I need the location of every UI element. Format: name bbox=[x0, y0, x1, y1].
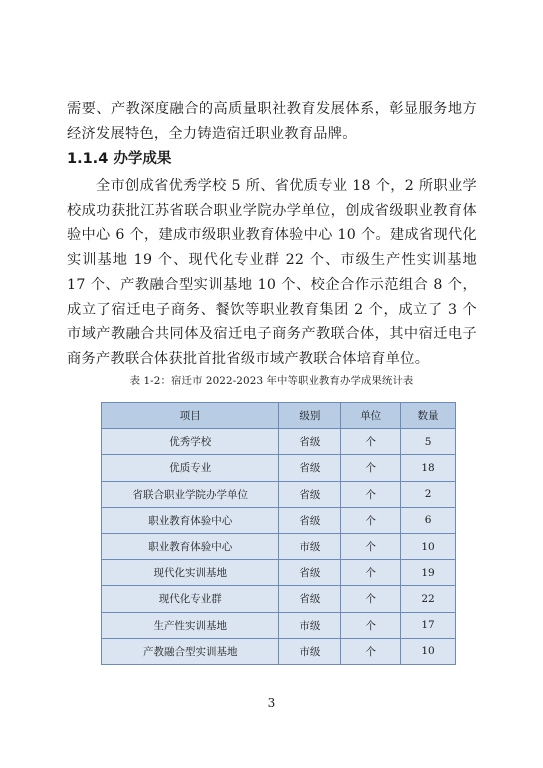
cell-level: 市级 bbox=[279, 612, 341, 638]
cell-count: 17 bbox=[401, 612, 456, 638]
cell-item: 生产性实训基地 bbox=[102, 612, 279, 638]
cell-level: 市级 bbox=[279, 533, 341, 559]
cell-unit: 个 bbox=[341, 560, 401, 586]
cell-item: 职业教育体验中心 bbox=[102, 533, 279, 559]
cell-item: 优秀学校 bbox=[102, 429, 279, 455]
section-heading: 1.1.4 办学成果 bbox=[67, 151, 172, 167]
header-item: 项目 bbox=[102, 403, 279, 429]
table-row bbox=[102, 429, 456, 455]
main-paragraph: 全市创成省优秀学校 5 所、省优质专业 18 个，2 所职业学校成功获批江苏省联合职业学院办学单位，创成省级职业教育体验中心 6 个，建成市级职业教育体验中心 10 个。建成省现代化实训基地 19 个、现代化专业群 22 个、市级生产性实训基地 17 个、产教融合型实训基地 10 个、校企合作示范组合 8 个，成立了宿迁电子商务、餐饮等职业教育集团 2 个，成立了 3 个市域产教融合共同体及宿迁电子商务产教联合体，其中宿迁电子商务产教联合体获批首批省级市域产教联合体培育单位。 bbox=[67, 178, 477, 367]
cell-unit: 个 bbox=[341, 533, 401, 559]
cell-count: 2 bbox=[401, 481, 456, 507]
results-table bbox=[101, 402, 456, 665]
header-level: 级别 bbox=[279, 403, 341, 429]
header-count: 数量 bbox=[401, 403, 456, 429]
table-row bbox=[102, 533, 456, 559]
cell-count: 18 bbox=[401, 455, 456, 481]
cell-level: 市级 bbox=[279, 638, 341, 664]
table-row bbox=[102, 560, 456, 586]
cell-level: 省级 bbox=[279, 481, 341, 507]
header-unit: 单位 bbox=[341, 403, 401, 429]
cell-unit: 个 bbox=[341, 507, 401, 533]
cell-unit: 个 bbox=[341, 586, 401, 612]
table-row bbox=[102, 455, 456, 481]
cell-item: 优质专业 bbox=[102, 455, 279, 481]
continuation-paragraph: 需要、产教深度融合的高质量职社教育发展体系，彰显服务地方经济发展特色，全力铸造宿迁职业教育品牌。 bbox=[67, 101, 477, 142]
table-row bbox=[102, 507, 456, 533]
table-row bbox=[102, 612, 456, 638]
cell-unit: 个 bbox=[341, 612, 401, 638]
page-number: 3 bbox=[267, 696, 276, 710]
cell-unit: 个 bbox=[341, 481, 401, 507]
cell-count: 19 bbox=[401, 560, 456, 586]
cell-unit: 个 bbox=[341, 429, 401, 455]
cell-item: 现代化专业群 bbox=[102, 586, 279, 612]
cell-level: 省级 bbox=[279, 455, 341, 481]
cell-count: 5 bbox=[401, 429, 456, 455]
table-row bbox=[102, 481, 456, 507]
cell-item: 省联合职业学院办学单位 bbox=[102, 481, 279, 507]
cell-unit: 个 bbox=[341, 638, 401, 664]
table-body bbox=[102, 429, 456, 665]
cell-count: 10 bbox=[401, 533, 456, 559]
table-row bbox=[102, 638, 456, 664]
table-row bbox=[102, 586, 456, 612]
cell-unit: 个 bbox=[341, 455, 401, 481]
table-caption: 表 1-2：宿迁市 2022-2023 年中等职业教育办学成果统计表 bbox=[129, 375, 414, 387]
cell-level: 省级 bbox=[279, 507, 341, 533]
cell-item: 产教融合型实训基地 bbox=[102, 638, 279, 664]
cell-count: 6 bbox=[401, 507, 456, 533]
table-header-row bbox=[102, 403, 456, 429]
cell-level: 省级 bbox=[279, 429, 341, 455]
cell-item: 现代化实训基地 bbox=[102, 560, 279, 586]
cell-level: 省级 bbox=[279, 586, 341, 612]
cell-count: 10 bbox=[401, 638, 456, 664]
cell-count: 22 bbox=[401, 586, 456, 612]
cell-level: 省级 bbox=[279, 560, 341, 586]
cell-item: 职业教育体验中心 bbox=[102, 507, 279, 533]
